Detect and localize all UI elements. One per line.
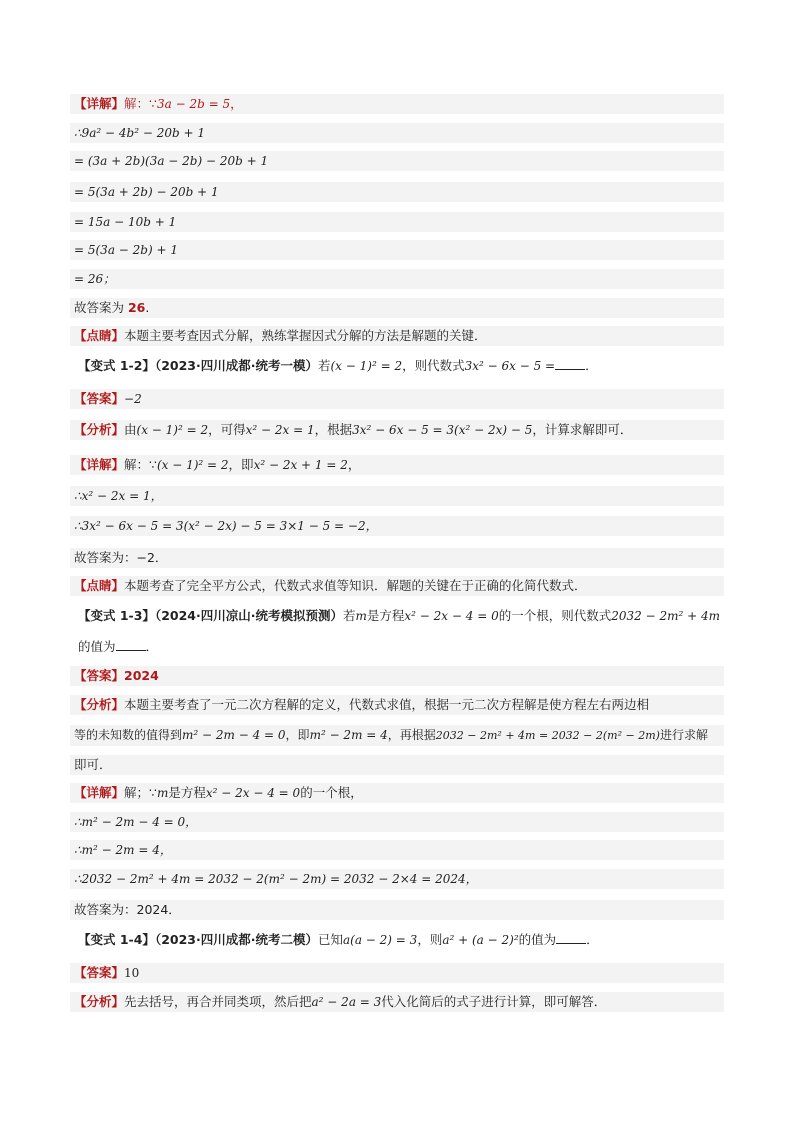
detail-text: ，	[230, 96, 243, 111]
math-expression: ∴m² − 2m − 4 = 0，	[74, 815, 198, 829]
question-source: （2024·四川凉山·统考模拟预测）	[154, 608, 343, 623]
analysis-text: 代入化简后的式子进行计算，即可解答．	[381, 994, 607, 1009]
question-line	[74, 930, 728, 950]
analysis-line-3	[70, 755, 724, 775]
math-expression: ∴3x² − 6x − 5 = 3(x² − 2x) − 5 = 3×1 − 5 = −2，	[74, 519, 378, 533]
question-text: 的值为	[78, 639, 116, 654]
analysis-text: ，即	[285, 728, 310, 742]
detail-text: 解：∵	[124, 457, 157, 472]
answer-tag: 【答案】	[74, 965, 125, 980]
math-expression: = 5(3a + 2b) − 20b + 1	[74, 185, 219, 199]
final-answer: 故答案为：−2．	[74, 550, 168, 565]
question-text: 的一个根，则代数式	[498, 608, 612, 623]
answer-value: 2024	[124, 668, 159, 683]
answer-value: 26	[127, 300, 146, 315]
math-expression: a² + (a − 2)²	[442, 933, 519, 947]
point-tag: 【点睛】	[74, 328, 125, 343]
detail-text: 是方程	[168, 785, 206, 800]
math-step-line	[70, 840, 724, 860]
question-text: ．	[585, 358, 598, 373]
point-line	[70, 576, 724, 596]
question-text: 是方程	[366, 608, 405, 623]
math-step-line	[70, 812, 724, 832]
analysis-line-2	[70, 725, 724, 746]
detail-line	[70, 455, 724, 475]
analysis-line	[70, 992, 724, 1012]
answer-line	[70, 389, 724, 409]
math-variable: m	[156, 786, 169, 800]
final-answer-line	[70, 900, 724, 920]
final-answer-line	[70, 298, 724, 318]
point-tag: 【点睛】	[74, 578, 125, 593]
answer-value: −2	[124, 392, 142, 406]
question-text: ，则代数式	[402, 358, 465, 373]
answer-label: 故答案为	[74, 300, 128, 315]
math-step-line	[70, 123, 724, 143]
math-expression: ∴x² − 2x = 1，	[74, 489, 163, 503]
detail-line	[70, 783, 724, 803]
question-text: 若	[317, 358, 331, 373]
answer-value: 10	[124, 966, 140, 980]
analysis-text: ，根据	[314, 422, 353, 437]
answer-blank	[555, 357, 585, 370]
math-step-line	[70, 869, 724, 889]
analysis-tag: 【分析】	[74, 994, 125, 1009]
detail-line-1	[70, 94, 724, 114]
math-expression: x² − 2x = 1	[245, 423, 315, 437]
variant-label: 【变式 1-2】	[78, 358, 155, 373]
analysis-line	[70, 695, 724, 715]
math-variable: m	[355, 609, 367, 623]
detail-text: 的一个根，	[300, 785, 363, 800]
question-text: ，则	[417, 932, 443, 947]
final-answer-line	[70, 548, 724, 568]
analysis-text: 先去括号，再合并同类项，然后把	[124, 994, 312, 1009]
math-expression: a(a − 2) = 3	[343, 933, 418, 947]
point-text: 本题考查了完全平方公式，代数式求值等知识．解题的关键在于正确的化简代数式．	[124, 578, 587, 593]
analysis-text: 进行求解	[659, 728, 708, 742]
question-text: ．	[586, 932, 599, 947]
answer-blank	[556, 931, 586, 944]
answer-tag: 【答案】	[74, 391, 125, 406]
variant-label: 【变式 1-4】	[78, 932, 155, 947]
analysis-text: 即可．	[74, 757, 112, 772]
answer-tag: 【答案】	[74, 668, 125, 683]
math-step-line	[70, 486, 724, 506]
variant-label: 【变式 1-3】	[78, 608, 155, 623]
detail-text: 解：∵	[124, 96, 157, 111]
math-expression: = 26；	[74, 272, 116, 286]
math-step-line	[70, 212, 724, 232]
math-expression: 3x² − 6x − 5 =	[464, 359, 556, 373]
question-text: 已知	[317, 932, 343, 947]
math-expression: 2032 − 2m² + 4m	[611, 609, 720, 623]
math-expression: x² − 2x − 4 = 0	[205, 786, 301, 800]
point-text: 本题主要考查因式分解，熟练掌握因式分解的方法是解题的关键．	[124, 328, 487, 343]
math-expression: = 5(3a − 2b) + 1	[74, 243, 178, 257]
final-answer: 故答案为：2024．	[74, 902, 181, 917]
analysis-text: ，再根据	[387, 728, 436, 742]
answer-line	[70, 963, 724, 983]
math-expression: 3x² − 6x − 5 = 3(x² − 2x) − 5	[352, 423, 533, 437]
math-step-line	[70, 151, 724, 171]
analysis-line	[70, 420, 724, 440]
detail-text: ，即	[228, 457, 254, 472]
math-expression: = 15a − 10b + 1	[74, 215, 177, 229]
point-line	[70, 326, 724, 346]
math-step-line	[70, 182, 724, 202]
question-text: 的值为	[518, 932, 557, 947]
math-expression: (x − 1)² = 2	[136, 423, 209, 437]
question-line-2	[74, 637, 728, 657]
question-text: ．	[145, 639, 159, 654]
answer-blank	[116, 638, 146, 651]
analysis-text: 等的未知数的值得到	[74, 728, 183, 742]
math-expression: ∴m² − 2m = 4，	[74, 843, 172, 857]
answer-line	[70, 666, 724, 686]
analysis-text: ，可得	[208, 422, 246, 437]
math-step-line	[70, 516, 724, 536]
analysis-text: ，计算求解即可．	[532, 422, 633, 437]
math-expression: ∴9a² − 4b² − 20b + 1	[74, 126, 205, 140]
question-source: （2023·四川成都·统考一模）	[154, 358, 318, 373]
math-step-line	[70, 240, 724, 260]
math-expression: m² − 2m = 4	[309, 728, 388, 742]
analysis-text: 本题主要考查了一元二次方程解的定义，代数式求值，根据一元二次方程解是使方程左右两边相	[124, 697, 650, 712]
math-expression: 3a − 2b = 5	[156, 97, 231, 111]
math-expression: (x − 1)² = 2	[330, 359, 403, 373]
question-text: 若	[342, 608, 356, 623]
detail-tag: 【详解】	[74, 457, 125, 472]
math-expression: x² − 2x − 4 = 0	[404, 609, 499, 623]
detail-text: 解；∵	[124, 785, 157, 800]
math-expression: x² − 2x + 1 = 2	[253, 458, 348, 472]
math-expression: (x − 1)² = 2	[156, 458, 229, 472]
math-expression: ∴2032 − 2m² + 4m = 2032 − 2(m² − 2m) = 2032 − 2×4 = 2024，	[74, 872, 478, 886]
math-expression: 2032 − 2m² + 4m = 2032 − 2(m² − 2m)	[435, 729, 660, 742]
analysis-tag: 【分析】	[74, 422, 125, 437]
question-line	[74, 606, 728, 626]
detail-text: ，	[347, 457, 361, 472]
question-source: （2023·四川成都·统考二模）	[154, 932, 318, 947]
question-line	[74, 356, 728, 376]
math-expression: = (3a + 2b)(3a − 2b) − 20b + 1	[74, 154, 269, 168]
math-expression: m² − 2m − 4 = 0	[182, 728, 286, 742]
analysis-tag: 【分析】	[74, 697, 125, 712]
detail-tag: 【详解】	[74, 96, 125, 111]
detail-tag: 【详解】	[74, 785, 125, 800]
math-expression: a² − 2a = 3	[311, 995, 382, 1009]
answer-end: .	[145, 300, 150, 315]
analysis-text: 由	[124, 422, 137, 437]
math-step-line	[70, 269, 724, 289]
